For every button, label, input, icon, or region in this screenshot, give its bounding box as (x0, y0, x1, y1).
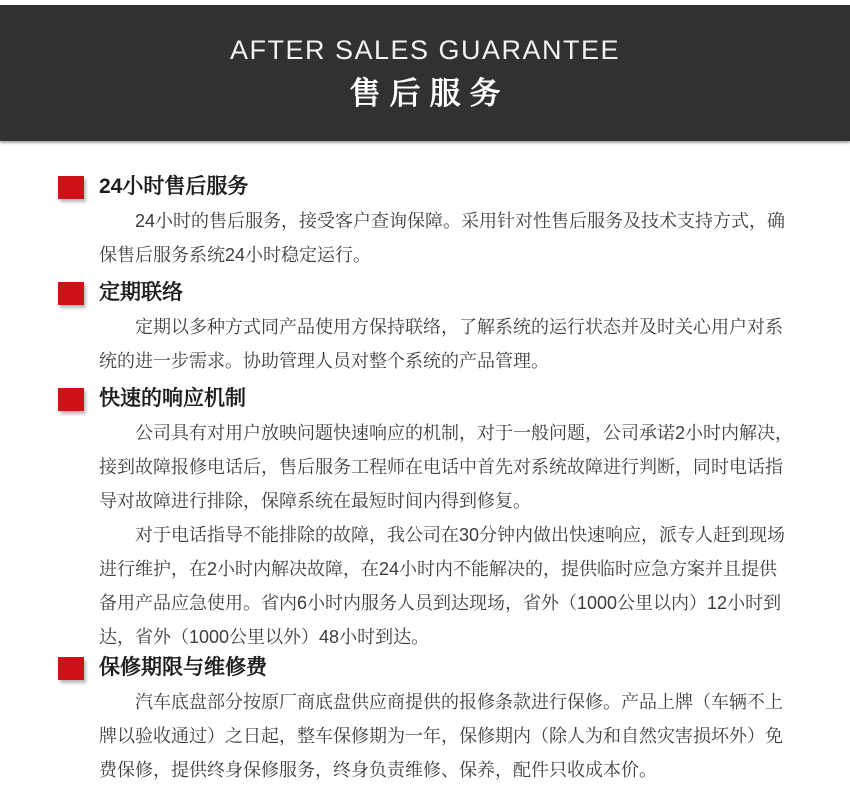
section-body (99, 204, 793, 272)
section-title: 保修期限与维修费 (99, 656, 267, 679)
section-heading-row (58, 281, 792, 305)
section-heading-row (58, 387, 792, 411)
section-title: 定期联络 (99, 281, 183, 304)
section-body (99, 310, 793, 378)
red-square-bullet (58, 176, 84, 199)
section-title: 24小时售后服务 (99, 175, 249, 198)
section-paragraph: 24小时的售后服务，接受客户查询保障。采用针对性售后服务及技术支持方式，确保售后服务系统24小时稳定运行。 (99, 211, 786, 265)
section-24h-service (58, 175, 792, 272)
banner (0, 5, 850, 141)
section-title: 快速的响应机制 (99, 387, 246, 410)
banner-title-zh: 售后服务 (349, 76, 510, 111)
section-regular-contact (58, 281, 792, 378)
section-heading-row (58, 175, 792, 199)
section-paragraph: 公司具有对用户放映问题快速响应的机制，对于一般问题，公司承诺2小时内解决，接到故障报修电话后，售后服务工程师在电话中首先对系统故障进行判断，同时电话指导对故障进行排除，保障系统在最短时间内得到修复。 (99, 423, 794, 511)
red-square-bullet (58, 657, 84, 680)
section-paragraph: 定期以多种方式同产品使用方保持联络，了解系统的运行状态并及时关心用户对系统的进一步需求。协助管理人员对整个系统的产品管理。 (99, 317, 783, 371)
section-paragraph: 对于电话指导不能排除的故障，我公司在30分钟内做出快速响应，派专人赶到现场进行维护，在2小时内解决故障，在24小时内不能解决的，提供临时应急方案并且提供备用产品应急使用。省内6小时内服务人员到达现场，省外（1000公里以内）12小时到达，省外（1000公里以外）48小时到达。 (99, 525, 786, 647)
section-rapid-response (58, 387, 792, 654)
red-square-bullet (58, 282, 84, 305)
red-square-bullet (58, 388, 84, 411)
section-warranty (58, 656, 792, 787)
section-body (99, 685, 793, 787)
banner-title-en: AFTER SALES GUARANTEE (229, 35, 621, 65)
section-heading-row (58, 656, 792, 680)
section-body (99, 416, 793, 654)
section-paragraph: 汽车底盘部分按原厂商底盘供应商提供的报修条款进行保修。产品上牌（车辆不上牌以验收通过）之日起，整车保修期为一年，保修期内（除人为和自然灾害损坏外）免费保修，提供终身保修服务，终身负责维修、保养，配件只收成本价。 (99, 692, 783, 780)
content (0, 175, 850, 787)
